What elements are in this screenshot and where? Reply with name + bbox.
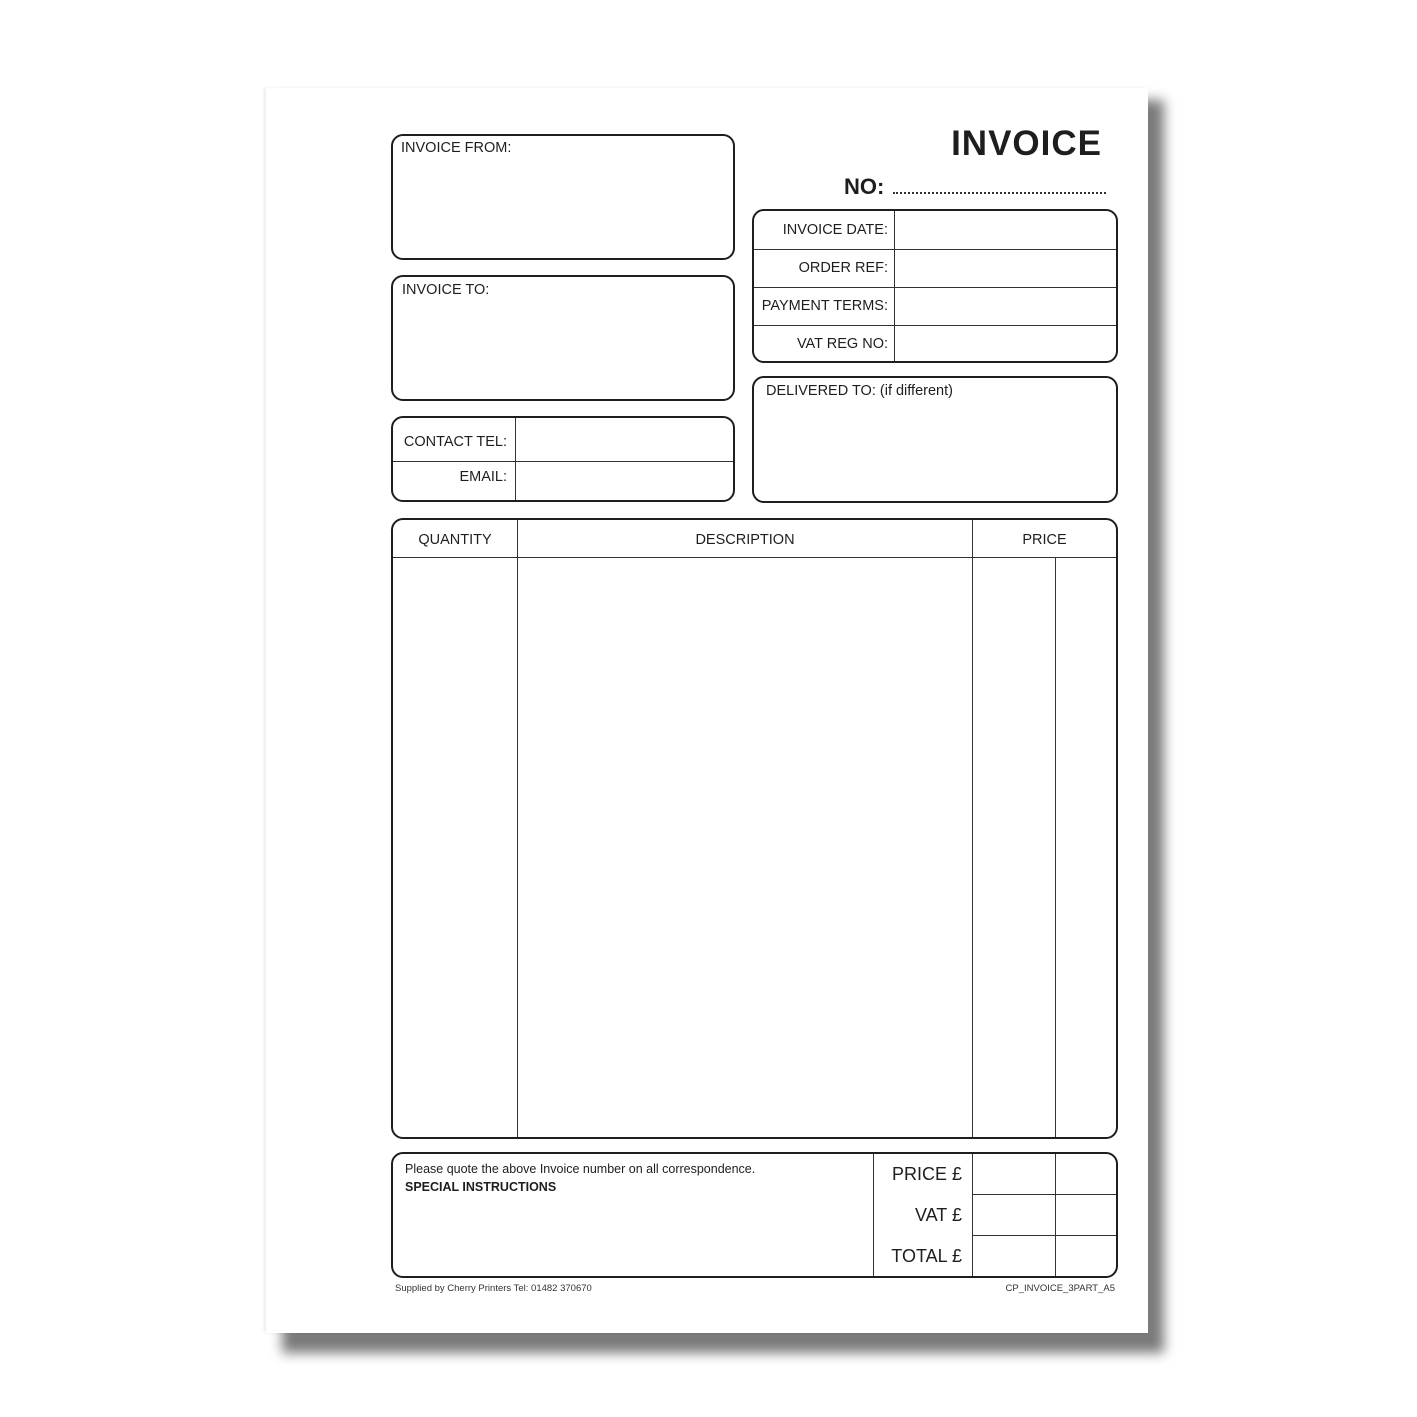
payment-terms-label: PAYMENT TERMS: xyxy=(761,298,888,314)
invoice-date-field[interactable] xyxy=(896,211,1116,249)
form-code: CP_INVOICE_3PART_A5 xyxy=(1005,1283,1115,1294)
vat-reg-no-label: VAT REG NO: xyxy=(796,336,888,352)
total-price-label: PRICE £ xyxy=(891,1164,962,1184)
price-pounds-column-area[interactable] xyxy=(973,558,1055,1137)
invoice-from-label: INVOICE FROM: xyxy=(401,140,512,156)
email-label: EMAIL: xyxy=(459,469,507,485)
grand-total-label: TOTAL £ xyxy=(891,1246,962,1266)
delivered-to-label: DELIVERED TO: (if different) xyxy=(766,383,953,399)
items-table xyxy=(391,518,1118,1139)
price-pence-column-area[interactable] xyxy=(1056,558,1116,1137)
column-header-price: PRICE xyxy=(1022,532,1067,548)
contact-box xyxy=(391,416,735,502)
total-vat-field[interactable] xyxy=(973,1195,1116,1235)
invoice-details-box xyxy=(752,209,1118,363)
invoice-to-box[interactable] xyxy=(391,275,735,401)
grand-total-field[interactable] xyxy=(973,1236,1116,1276)
invoice-date-label: INVOICE DATE: xyxy=(782,222,888,238)
column-header-description: DESCRIPTION xyxy=(695,532,795,548)
special-instructions-label: SPECIAL INSTRUCTIONS xyxy=(405,1180,557,1194)
quantity-column-area[interactable] xyxy=(393,558,517,1137)
invoice-number-field[interactable] xyxy=(893,192,1106,194)
total-vat-label: VAT £ xyxy=(914,1205,962,1225)
payment-terms-field[interactable] xyxy=(896,288,1116,325)
column-header-quantity: QUANTITY xyxy=(418,532,492,548)
correspondence-note: Please quote the above Invoice number on all correspondence. xyxy=(405,1162,756,1176)
description-column-area[interactable] xyxy=(518,558,972,1137)
order-ref-field[interactable] xyxy=(896,250,1116,287)
total-price-field[interactable] xyxy=(973,1154,1116,1194)
special-instructions-field[interactable] xyxy=(393,1198,873,1276)
order-ref-label: ORDER REF: xyxy=(798,260,888,276)
vat-reg-no-field[interactable] xyxy=(896,326,1116,361)
invoice-to-label: INVOICE TO: xyxy=(402,282,490,298)
invoice-title: INVOICE xyxy=(951,124,1102,163)
contact-tel-field[interactable] xyxy=(517,418,733,461)
supplier-credit: Supplied by Cherry Printers Tel: 01482 370670 xyxy=(395,1283,592,1294)
invoice-page xyxy=(266,88,1148,1333)
summary-box xyxy=(391,1152,1118,1278)
delivered-to-box[interactable] xyxy=(752,376,1118,503)
invoice-from-box[interactable] xyxy=(391,134,735,260)
email-field[interactable] xyxy=(517,462,733,500)
contact-tel-label: CONTACT TEL: xyxy=(403,434,507,450)
invoice-number-label: NO: xyxy=(844,174,885,199)
